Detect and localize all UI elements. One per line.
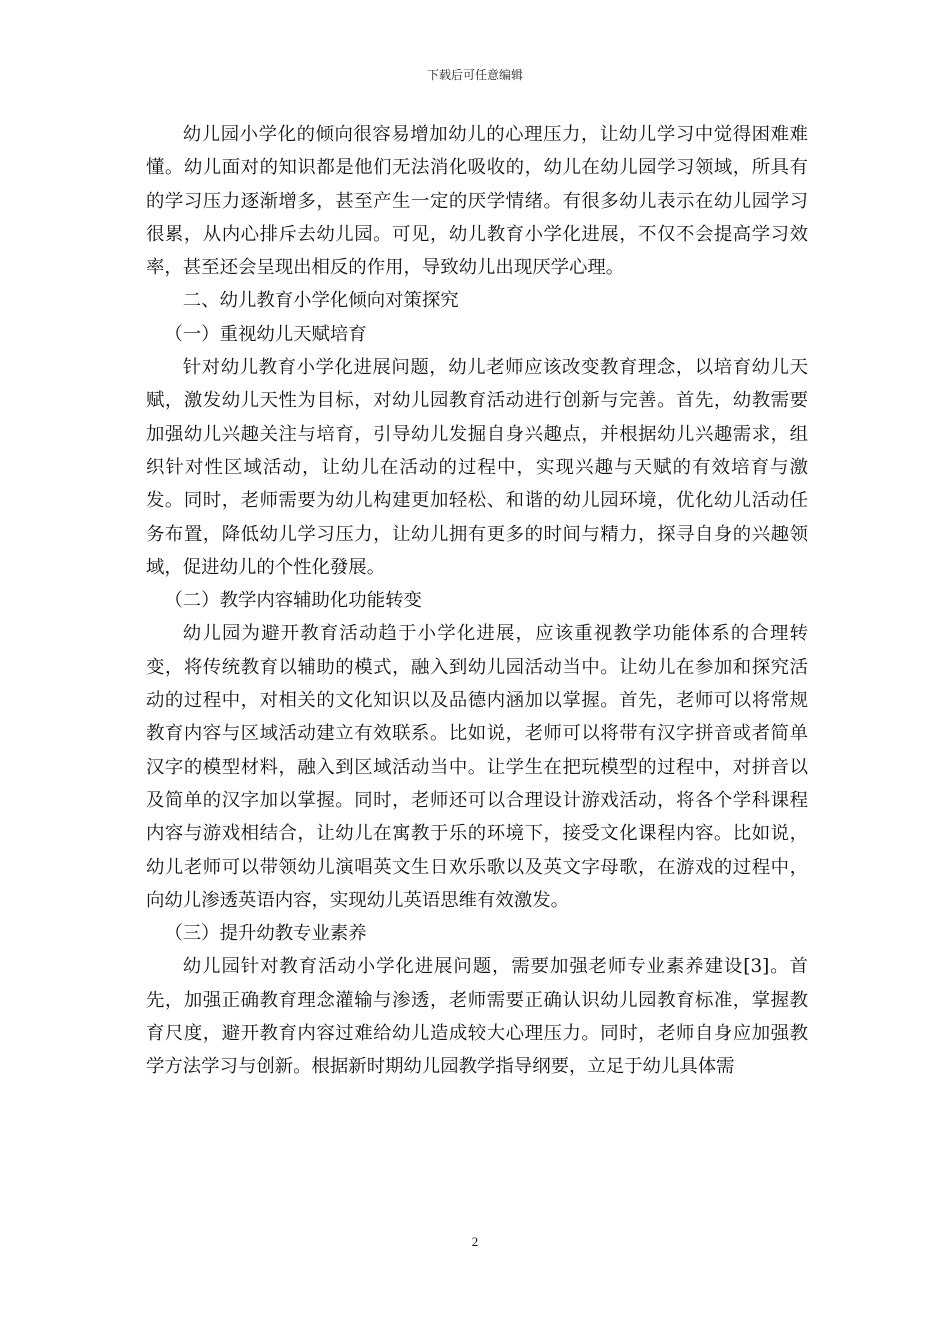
paragraph: 针对幼儿教育小学化进展问题，幼儿老师应该改变教育理念，以培育幼儿天赋，激发幼儿天性为目标，对幼儿园教育活动进行创新与完善。首先，幼教需要加强幼儿兴趣关注与培育，引导幼儿发掘自身兴趣点，并根据幼儿兴趣需求，组织针对性区域活动，让幼儿在活动的过程中，实现兴趣与天赋的有效培育与激发。同时，老师需要为幼儿构建更加轻松、和谐的幼儿园环境，优化幼儿活动任务布置，降低幼儿学习压力，让幼儿拥有更多的时间与精力，探寻自身的兴趣领域，促进幼儿的个性化發展。	[146, 357, 808, 578]
body-text	[146, 118, 808, 1084]
paragraph: 幼儿园小学化的倾向很容易增加幼儿的心理压力，让幼儿学习中觉得困难难懂。幼儿面对的知识都是他们无法消化吸收的，幼儿在幼儿园学习领域，所具有的学习压力逐渐增多，甚至产生一定的厌学情绪。有很多幼儿表示在幼儿园学习很累，从内心排斥去幼儿园。可见，幼儿教育小学化进展，不仅不会提高学习效率，甚至还会呈现出相反的作用，导致幼儿出现厌学心理。	[146, 124, 808, 279]
section-heading: 二、幼儿教育小学化倾向对策探究	[182, 290, 459, 312]
page-number: 2	[471, 1234, 479, 1249]
subsection-heading: （三）提升幼教专业素养	[164, 923, 367, 945]
subsection-heading: （二）教学内容辅助化功能转变	[164, 590, 422, 612]
subsection-heading: （一）重视幼儿天赋培育	[164, 323, 367, 345]
paragraph: 幼儿园针对教育活动小学化进展问题，需要加强老师专业素养建设[3]。首先，加强正确教育理念灌输与渗透，老师需要正确认识幼儿园教育标准，掌握教育尺度，避开教育内容过难给幼儿造成较大心理压力。同时，老师自身应加强教学方法学习与创新。根据新时期幼儿园教学指导纲要，立足于幼儿具体需	[146, 956, 808, 1078]
paragraph: 幼儿园为避开教育活动趋于小学化进展，应该重视教学功能体系的合理转变，将传统教育以辅助的模式，融入到幼儿园活动当中。让幼儿在参加和探究活动的过程中，对相关的文化知识以及品德内涵加以掌握。首先，老师可以将常规教育内容与区域活动建立有效联系。比如说，老师可以将带有汉字拼音或者简单汉字的模型材料，融入到区域活动当中。让学生在把玩模型的过程中，对拼音以及简单的汉字加以掌握。同时，老师还可以合理设计游戏活动，将各个学科课程内容与游戏相结合，让幼儿在寓教于乐的环境下，接受文化课程内容。比如说，幼儿老师可以带领幼儿演唱英文生日欢乐歌以及英文字母歌，在游戏的过程中，向幼儿渗透英语内容，实现幼儿英语思维有效激发。	[146, 623, 808, 911]
page-header: 下载后可任意编辑	[426, 68, 523, 82]
